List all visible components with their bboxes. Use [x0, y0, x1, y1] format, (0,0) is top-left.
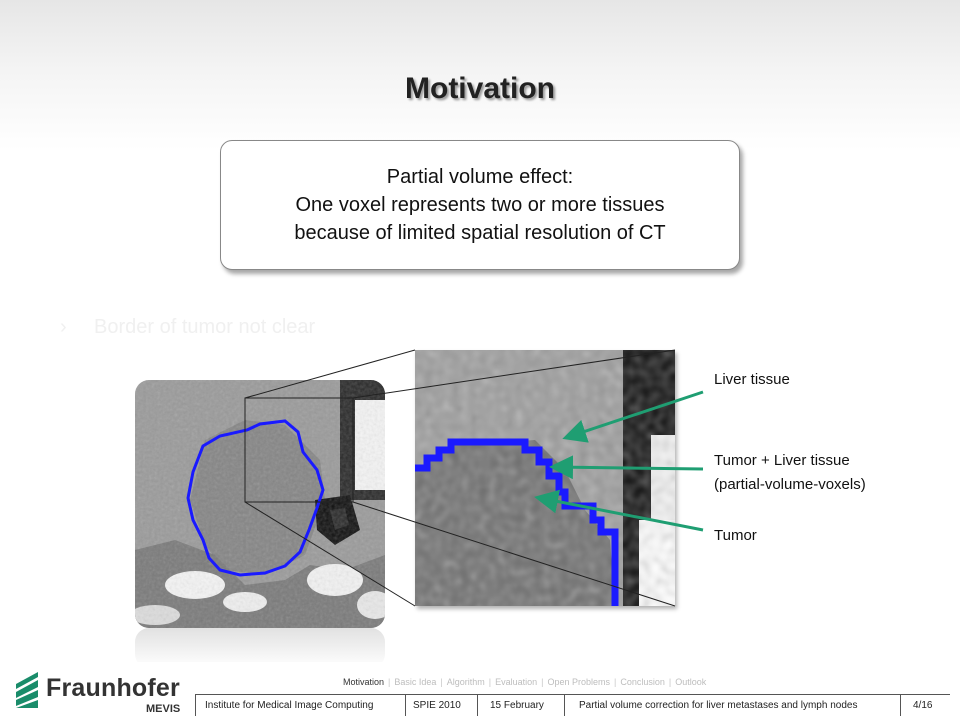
nav-item-outlook[interactable]: Outlook [675, 677, 707, 687]
ct-overview-image [135, 380, 385, 628]
callout-line-2: One voxel represents two or more tissues [295, 194, 665, 216]
footer-paper-title: Partial volume correction for liver metastases and lymph nodes [579, 700, 858, 711]
label-partial-line-1: Tumor + Liver tissue [714, 452, 850, 469]
slide-title: Motivation [405, 72, 555, 105]
definition-callout [220, 140, 740, 270]
label-tumor: Tumor [714, 527, 757, 544]
footer-divider [564, 694, 565, 716]
fraunhofer-logo-icon [14, 670, 40, 710]
nav-item-basic-idea[interactable]: Basic Idea [394, 677, 437, 687]
footer-divider [477, 694, 478, 716]
zoomed-ct-svg [415, 350, 675, 606]
nav-item-open-problems[interactable]: Open Problems [547, 677, 611, 687]
logo-sub: MEVIS [146, 703, 181, 715]
ct-overview-svg [135, 380, 385, 628]
faded-bullet [60, 316, 315, 339]
footer-institute: Institute for Medical Image Computing [205, 700, 374, 711]
bullet-marker: › [60, 316, 67, 338]
nav-item-algorithm[interactable]: Algorithm [446, 677, 485, 687]
section-nav: Motivation | Basic Idea | Algorithm | Evaluation | Open Problems | Conclusion | Outlook [343, 677, 707, 687]
bullet-text: Border of tumor not clear [94, 316, 316, 338]
callout-line-3: because of limited spatial resolution of CT [294, 222, 666, 244]
nav-item-conclusion[interactable]: Conclusion [620, 677, 665, 687]
footer-conference: SPIE 2010 [413, 700, 461, 711]
footer-divider [900, 694, 901, 716]
footer-date: 15 February [490, 700, 544, 711]
nav-item-motivation[interactable]: Motivation [343, 677, 385, 687]
callout-line-1: Partial volume effect: [386, 166, 574, 188]
nav-item-evaluation[interactable]: Evaluation [495, 677, 538, 687]
zoomed-ct-image [415, 350, 675, 606]
label-liver-tissue: Liver tissue [714, 371, 790, 388]
logo-name: Fraunhofer [46, 674, 180, 702]
label-partial-line-2: (partial-volume-voxels) [714, 476, 866, 493]
footer-divider [405, 694, 406, 716]
footer-divider [195, 694, 196, 716]
footer-page-number: 4/16 [913, 700, 933, 711]
